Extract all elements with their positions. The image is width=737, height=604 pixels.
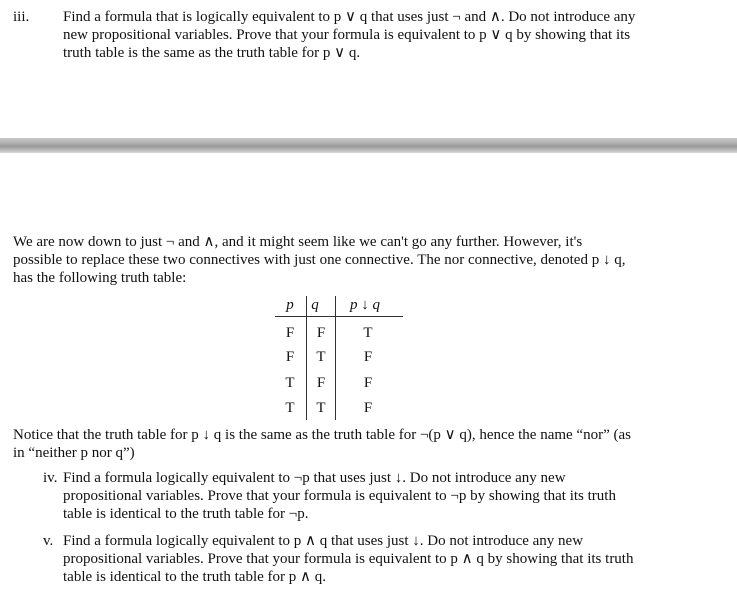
table-cell: F — [316, 375, 326, 391]
table-cell: T — [316, 349, 326, 365]
nor-notice-paragraph — [13, 426, 693, 462]
text-line: truth table is the same as the truth table for p ∨ q. — [63, 45, 361, 61]
exercise-item-v — [43, 532, 679, 586]
nor-truth-table — [275, 296, 405, 426]
table-cell: T — [285, 400, 295, 416]
page-separator — [0, 138, 737, 153]
item-v-text — [63, 532, 679, 586]
text-line: in “neither p nor q”) — [13, 445, 135, 461]
exercise-item-iv — [43, 469, 679, 523]
text-line: propositional variables. Prove that your formula is equivalent to ¬p by showing that its truth — [63, 488, 616, 504]
exercise-item-iii — [13, 8, 681, 62]
table-cell: T — [363, 325, 373, 341]
item-number-iv: iv. — [43, 470, 58, 486]
item-number-iii: iii. — [13, 9, 30, 25]
table-cell: T — [285, 375, 295, 391]
table-cell: F — [285, 325, 295, 341]
table-header-p: p — [286, 297, 294, 313]
text-line: We are now down to just ¬ and ∧, and it might seem like we can't go any further. However, it's — [13, 234, 583, 250]
item-number-v: v. — [43, 533, 54, 549]
text-line: new propositional variables. Prove that your formula is equivalent to p ∨ q by showing that its — [63, 27, 631, 43]
table-cell: F — [363, 400, 373, 416]
text-line: Find a formula logically equivalent to ¬p that uses just ↓. Do not introduce any new — [63, 470, 566, 486]
text-line: table is identical to the truth table for p ∧ q. — [63, 569, 326, 585]
table-cell: F — [363, 349, 373, 365]
text-line: table is identical to the truth table for ¬p. — [63, 506, 309, 522]
nor-intro-paragraph — [13, 233, 678, 287]
text-line: possible to replace these two connectives with just one connective. The nor connective, denoted p ↓ q, — [13, 252, 626, 268]
text-line: Notice that the truth table for p ↓ q is the same as the truth table for ¬(p ∨ q), hence the name “nor” (as — [13, 427, 631, 443]
item-iii-text — [63, 8, 681, 62]
table-header-rule — [275, 316, 403, 317]
table-cell: F — [285, 349, 295, 365]
text-line: has the following truth table: — [13, 270, 187, 286]
table-cell: F — [363, 375, 373, 391]
table-cell: F — [316, 325, 326, 341]
table-cell: T — [316, 400, 326, 416]
item-iv-text — [63, 469, 679, 523]
text-line: propositional variables. Prove that your formula is equivalent to p ∧ q by showing that its truth — [63, 551, 634, 567]
text-line: Find a formula that is logically equivalent to p ∨ q that uses just ¬ and ∧. Do not introduce any — [63, 9, 636, 25]
table-header-q: q — [311, 297, 319, 313]
text-line: Find a formula logically equivalent to p ∧ q that uses just ↓. Do not introduce any new — [63, 533, 584, 549]
table-header-nor: p ↓ q — [350, 297, 380, 313]
